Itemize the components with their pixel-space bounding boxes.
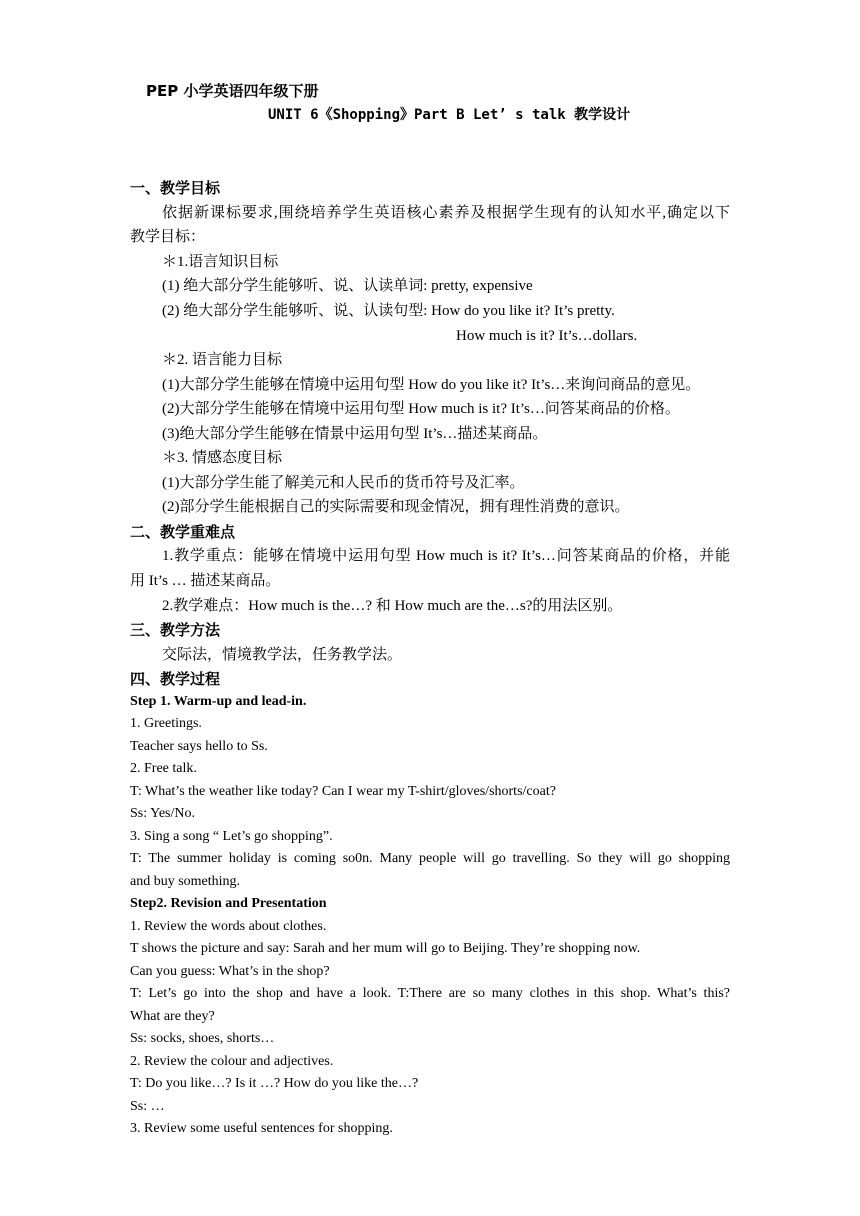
process-line: 2. Review the colour and adjectives.	[130, 1054, 334, 1069]
process-line: T: The summer holiday is coming so0n. Many people will go travelling. So they will go shopping	[130, 851, 730, 866]
process-line-cont: and buy something.	[130, 874, 241, 889]
process-line: 1. Greetings.	[130, 716, 202, 731]
process-line: T: Do you like…? Is it …? How do you like the…?	[130, 1076, 419, 1091]
doc-title-line-2: UNIT 6《Shopping》Part B Let’ s talk 教学设计	[268, 107, 631, 123]
goal-item: (1)大部分学生能够在情境中运用句型 How do you like it? It’s…来询问商品的意见。	[162, 377, 701, 393]
objectives-intro: 依据新课标要求,围绕培养学生英语核心素养及根据学生现有的认知水平,确定以下	[162, 205, 730, 221]
section-heading-objectives: 一、教学目标	[130, 179, 221, 197]
process-line: 3. Review some useful sentences for shopping.	[130, 1121, 393, 1136]
objectives-intro-cont: 教学目标：	[130, 229, 206, 245]
process-line: Ss: Yes/No.	[130, 806, 195, 821]
key-point-item-cont: 用 It’s … 描述某商品。	[130, 573, 281, 589]
process-line: 1. Review the words about clothes.	[130, 919, 327, 934]
process-line: T: What’s the weather like today? Can I wear my T-shirt/gloves/shorts/coat?	[130, 784, 556, 799]
process-line-cont: What are they?	[130, 1009, 215, 1024]
goal-heading-knowledge: ＊1.语言知识目标	[162, 254, 279, 270]
goal-item-cont: How much is it? It’s…dollars.	[456, 328, 638, 344]
process-line: Teacher says hello to Ss.	[130, 739, 268, 754]
goal-item: (3)绝大部分学生能够在情景中运用句型 It’s…描述某商品。	[162, 426, 548, 442]
goal-heading-attitude: ＊3. 情感态度目标	[162, 450, 283, 466]
process-line: 2. Free talk.	[130, 761, 197, 776]
goal-item: (2)大部分学生能够在情境中运用句型 How much is it? It’s…问答某商品的价格。	[162, 401, 680, 417]
section-heading-methods: 三、教学方法	[130, 621, 221, 639]
key-point-item: 1.教学重点：能够在情境中运用句型 How much is it? It’s…问答某商品的价格，并能	[162, 548, 730, 564]
section-heading-key-points: 二、教学重难点	[130, 523, 236, 541]
process-line: T shows the picture and say: Sarah and her mum will go to Beijing. They’re shopping now.	[130, 941, 641, 956]
goal-item: (1) 绝大部分学生能够听、说、认读单词: pretty, expensive	[162, 278, 533, 294]
section-heading-process: 四、教学过程	[130, 670, 221, 688]
step-heading: Step2. Revision and Presentation	[130, 896, 327, 911]
process-line: Ss: socks, shoes, shorts…	[130, 1031, 275, 1046]
goal-item: (2)部分学生能根据自己的实际需要和现金情况，拥有理性消费的意识。	[162, 499, 630, 515]
process-line: 3. Sing a song “ Let’s go shopping”.	[130, 829, 333, 844]
methods-text: 交际法，情境教学法，任务教学法。	[162, 647, 403, 663]
step-heading: Step 1. Warm-up and lead-in.	[130, 694, 307, 709]
process-line: T: Let’s go into the shop and have a look. T:There are so many clothes in this shop. What’s this?	[130, 986, 730, 1001]
process-line: Ss: …	[130, 1099, 165, 1114]
difficult-point-item: 2.教学难点：How much is the…? 和 How much are the…s?的用法区别。	[162, 598, 623, 614]
doc-title-line-1: PEP 小学英语四年级下册	[146, 82, 319, 100]
goal-heading-ability: ＊2. 语言能力目标	[162, 352, 283, 368]
goal-item: (2) 绝大部分学生能够听、说、认读句型: How do you like it? It’s pretty.	[162, 303, 615, 319]
goal-item: (1)大部分学生能了解美元和人民币的货币符号及汇率。	[162, 475, 525, 491]
process-line: Can you guess: What’s in the shop?	[130, 964, 330, 979]
